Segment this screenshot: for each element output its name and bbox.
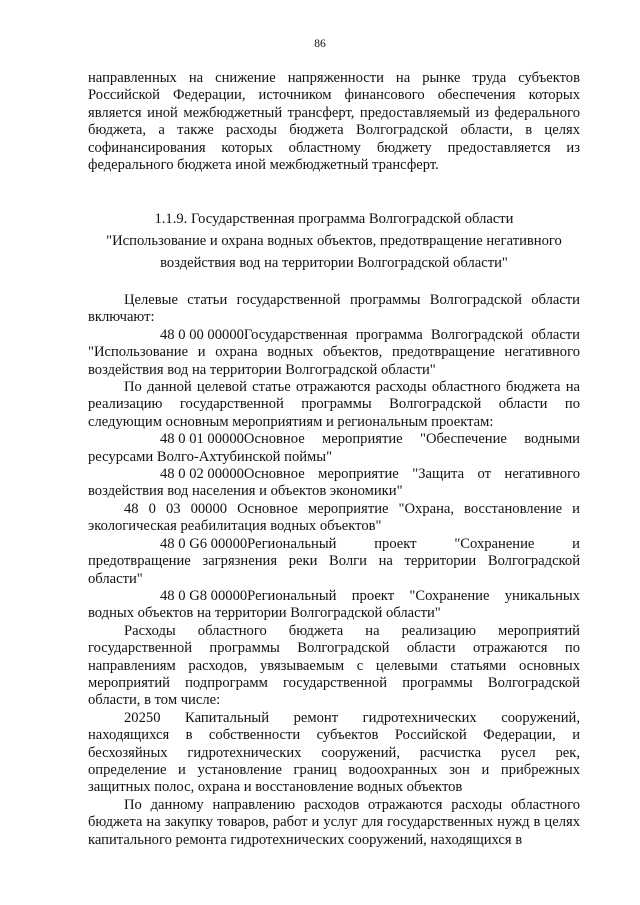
program-text: Государственная программа Волгоградской области "Использование и охрана водных объектов, предотвращение негативного воздействия вод на территории Волгоградской области" [88, 326, 580, 378]
direction-description-paragraph: По данному направлению расходов отражаются расходы областного бюджета на закупку товаров, работ и услуг для государственных нужд в целях капитального ремонта гидротехнических сооружений, находящихся в [88, 796, 580, 848]
event-1-text: Основное мероприятие "Обеспечение водными ресурсами Волго-Ахтубинской поймы" [88, 431, 580, 465]
expenses-paragraph: Расходы областного бюджета на реализацию мероприятий государственной программы Волгоградской области отражаются по направлениям расходов, увязываемым с целевыми статьями основных мероприятий подпрограмм государственной программы Волгоградской области, в том числе: [88, 622, 580, 709]
intro-text-block [88, 70, 580, 174]
project-g8-code: 48 0 G8 00000 [160, 587, 248, 604]
section-heading [88, 208, 580, 274]
targets-intro-paragraph: Целевые статьи государственной программы Волгоградской области включают: [88, 292, 580, 326]
section-heading-line-2: "Использование и охрана водных объектов, предотвращение негативного [106, 233, 562, 249]
project-g8-text: Региональный проект "Сохранение уникальных водных объектов на территории Волгоградской области" [88, 587, 580, 622]
page-number: 86 [314, 38, 326, 50]
event-3-paragraph: 48 0 03 00000 Основное мероприятие "Охрана, восстановление и экологическая реабилитация водных объектов" [88, 500, 580, 535]
event-1-paragraph [88, 431, 580, 466]
project-g6-code: 48 0 G6 00000 [160, 535, 248, 552]
section-heading-line-3: воздействия вод на территории Волгоградской области" [160, 255, 508, 271]
event-2-paragraph [88, 466, 580, 501]
body-text-block [88, 292, 580, 849]
event-2-text: Основное мероприятие "Защита от негативного воздействия вод населения и объектов экономики" [88, 466, 580, 500]
program-code: 48 0 00 00000 [160, 326, 244, 343]
project-g6-paragraph [88, 536, 580, 588]
program-target-paragraph [88, 327, 580, 379]
intro-paragraph: направленных на снижение напряженности на рынке труда субъектов Российской Федерации, источником финансового обеспечения которых является иной межбюджетный трансферт, предоставляемый из федерального бюджета, а также расходы бюджета Волгоградской области, в целях софинансирования которых областному бюджету предоставляется из федерального бюджета иной межбюджетный трансферт. [88, 70, 580, 174]
direction-20250-paragraph: 20250 Капитальный ремонт гидротехнических сооружений, находящихся в собственности субъектов Российской Федерации, и бесхозяйных гидротехнических сооружений, расчистка русел рек, определение и установление границ водоохранных зон и прибрежных защитных полос, охрана и восстановление водных объектов [88, 709, 580, 796]
event-1-code: 48 0 01 00000 [160, 431, 244, 448]
event-2-code: 48 0 02 00000 [160, 466, 244, 483]
project-g6-text: Региональный проект "Сохранение и предотвращение загрязнения реки Волги на территории Волгоградской области" [88, 535, 580, 587]
section-heading-line-1: 1.1.9. Государственная программа Волгоградской области [154, 211, 514, 227]
reflects-paragraph: По данной целевой статье отражаются расходы областного бюджета на реализацию государственной программы Волгоградской области по следующим основным мероприятиям и региональным проектам: [88, 379, 580, 430]
project-g8-paragraph [88, 588, 580, 623]
